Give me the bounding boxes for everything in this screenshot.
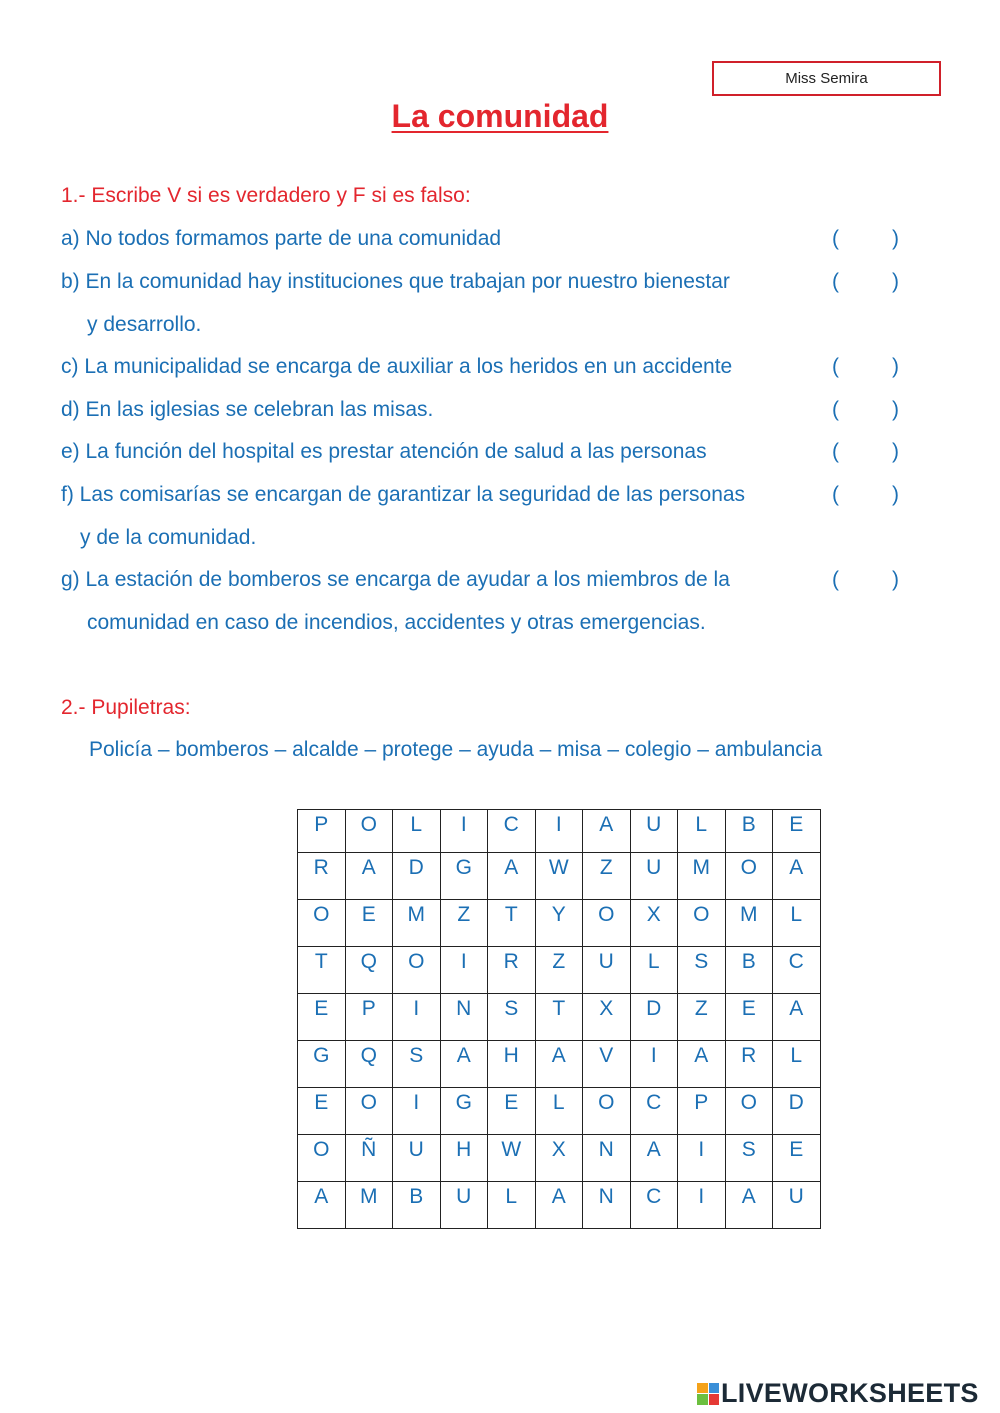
grid-cell[interactable]: A bbox=[298, 1182, 346, 1229]
statement-b-cont: y desarrollo. bbox=[87, 313, 202, 336]
section2-heading: 2.- Pupiletras: bbox=[61, 696, 191, 719]
grid-cell[interactable]: L bbox=[773, 1041, 821, 1088]
grid-cell[interactable]: A bbox=[678, 1041, 726, 1088]
grid-cell[interactable]: D bbox=[773, 1088, 821, 1135]
paren-open: ( bbox=[832, 568, 839, 591]
grid-cell[interactable]: E bbox=[773, 1135, 821, 1182]
grid-cell[interactable]: L bbox=[535, 1088, 583, 1135]
grid-cell[interactable]: C bbox=[488, 810, 536, 853]
grid-cell[interactable]: A bbox=[773, 853, 821, 900]
grid-row bbox=[298, 947, 821, 994]
liveworksheets-icon bbox=[697, 1383, 719, 1405]
grid-row bbox=[298, 1041, 821, 1088]
grid-cell[interactable]: Z bbox=[583, 853, 631, 900]
grid-cell[interactable]: I bbox=[678, 1135, 726, 1182]
grid-cell[interactable]: A bbox=[440, 1041, 488, 1088]
word-list: Policía – bomberos – alcalde – protege – ayuda – misa – colegio – ambulancia bbox=[89, 738, 823, 761]
page-title: La comunidad bbox=[391, 98, 609, 134]
grid-cell[interactable]: E bbox=[725, 994, 773, 1041]
grid-cell[interactable]: A bbox=[773, 994, 821, 1041]
paren-open: ( bbox=[832, 483, 839, 506]
grid-cell[interactable]: Z bbox=[440, 900, 488, 947]
grid-cell[interactable]: U bbox=[630, 810, 678, 853]
grid-cell[interactable]: U bbox=[583, 947, 631, 994]
grid-cell[interactable]: I bbox=[630, 1041, 678, 1088]
grid-cell[interactable]: L bbox=[630, 947, 678, 994]
grid-row bbox=[298, 1135, 821, 1182]
grid-cell[interactable]: L bbox=[393, 810, 441, 853]
grid-cell[interactable]: O bbox=[583, 1088, 631, 1135]
grid-cell[interactable]: S bbox=[678, 947, 726, 994]
grid-cell[interactable]: U bbox=[630, 853, 678, 900]
grid-cell[interactable]: W bbox=[488, 1135, 536, 1182]
grid-cell[interactable]: M bbox=[725, 900, 773, 947]
grid-cell[interactable]: I bbox=[440, 947, 488, 994]
grid-cell[interactable]: A bbox=[630, 1135, 678, 1182]
grid-cell[interactable]: Z bbox=[535, 947, 583, 994]
grid-row bbox=[298, 900, 821, 947]
grid-cell[interactable]: N bbox=[440, 994, 488, 1041]
grid-cell[interactable]: X bbox=[630, 900, 678, 947]
paren-close: ) bbox=[892, 227, 899, 250]
grid-cell[interactable]: A bbox=[535, 1041, 583, 1088]
grid-cell[interactable]: T bbox=[488, 900, 536, 947]
grid-cell[interactable]: Q bbox=[345, 1041, 393, 1088]
grid-cell[interactable]: I bbox=[440, 810, 488, 853]
grid-cell[interactable]: X bbox=[583, 994, 631, 1041]
grid-cell[interactable]: A bbox=[345, 853, 393, 900]
grid-cell[interactable]: U bbox=[440, 1182, 488, 1229]
brand-text: LIVEWORKSHEETS bbox=[721, 1378, 979, 1408]
section1-heading: 1.- Escribe V si es verdadero y F si es falso: bbox=[61, 184, 471, 207]
paren-close: ) bbox=[892, 483, 899, 506]
statement-f: f) Las comisarías se encargan de garantizar la seguridad de las personas bbox=[61, 483, 746, 506]
statement-d: d) En las iglesias se celebran las misas. bbox=[61, 398, 434, 421]
grid-cell[interactable]: T bbox=[298, 947, 346, 994]
grid-cell[interactable]: G bbox=[440, 853, 488, 900]
grid-cell[interactable]: E bbox=[298, 994, 346, 1041]
grid-cell[interactable]: E bbox=[345, 900, 393, 947]
paren-open: ( bbox=[832, 355, 839, 378]
grid-cell[interactable]: I bbox=[535, 810, 583, 853]
grid-cell[interactable]: Ñ bbox=[345, 1135, 393, 1182]
grid-cell[interactable]: N bbox=[583, 1182, 631, 1229]
grid-cell[interactable]: A bbox=[535, 1182, 583, 1229]
grid-cell[interactable]: E bbox=[298, 1088, 346, 1135]
grid-cell[interactable]: E bbox=[488, 1088, 536, 1135]
grid-cell[interactable]: X bbox=[535, 1135, 583, 1182]
teacher-name-box: Miss Semira bbox=[712, 61, 941, 96]
grid-cell[interactable]: P bbox=[345, 994, 393, 1041]
grid-cell[interactable]: Q bbox=[345, 947, 393, 994]
grid-cell[interactable]: C bbox=[630, 1182, 678, 1229]
paren-close: ) bbox=[892, 270, 899, 293]
grid-cell[interactable]: Z bbox=[678, 994, 726, 1041]
grid-cell[interactable]: U bbox=[393, 1135, 441, 1182]
grid-cell[interactable]: O bbox=[725, 1088, 773, 1135]
grid-cell[interactable]: V bbox=[583, 1041, 631, 1088]
grid-cell[interactable]: A bbox=[583, 810, 631, 853]
grid-cell[interactable]: E bbox=[773, 810, 821, 853]
word-search-grid[interactable] bbox=[297, 809, 821, 1229]
grid-cell[interactable]: P bbox=[678, 1088, 726, 1135]
statement-c: c) La municipalidad se encarga de auxiliar a los heridos en un accidente bbox=[61, 355, 733, 378]
statement-e: e) La función del hospital es prestar atención de salud a las personas bbox=[61, 440, 707, 463]
grid-cell[interactable]: D bbox=[393, 853, 441, 900]
grid-cell[interactable]: M bbox=[678, 853, 726, 900]
statement-f-cont: y de la comunidad. bbox=[80, 526, 257, 549]
grid-cell[interactable]: N bbox=[583, 1135, 631, 1182]
grid-cell[interactable]: G bbox=[298, 1041, 346, 1088]
grid-cell[interactable]: W bbox=[535, 853, 583, 900]
statement-a: a) No todos formamos parte de una comunidad bbox=[61, 227, 502, 250]
grid-cell[interactable]: S bbox=[488, 994, 536, 1041]
grid-cell[interactable]: O bbox=[725, 853, 773, 900]
paren-close: ) bbox=[892, 355, 899, 378]
grid-row bbox=[298, 1088, 821, 1135]
statement-g-cont: comunidad en caso de incendios, accidentes y otras emergencias. bbox=[87, 611, 706, 634]
grid-cell[interactable]: I bbox=[678, 1182, 726, 1229]
statement-g: g) La estación de bomberos se encarga de ayudar a los miembros de la bbox=[61, 568, 730, 591]
paren-open: ( bbox=[832, 227, 839, 250]
grid-cell[interactable]: B bbox=[725, 947, 773, 994]
grid-cell[interactable]: O bbox=[678, 900, 726, 947]
grid-cell[interactable]: B bbox=[725, 810, 773, 853]
grid-row bbox=[298, 853, 821, 900]
liveworksheets-logo bbox=[697, 1378, 979, 1409]
grid-cell[interactable]: R bbox=[488, 947, 536, 994]
grid-cell[interactable]: C bbox=[630, 1088, 678, 1135]
grid-cell[interactable]: U bbox=[773, 1182, 821, 1229]
grid-cell[interactable]: L bbox=[488, 1182, 536, 1229]
grid-cell[interactable]: L bbox=[773, 900, 821, 947]
grid-cell[interactable]: R bbox=[298, 853, 346, 900]
grid-cell[interactable]: R bbox=[725, 1041, 773, 1088]
grid-cell[interactable]: O bbox=[393, 947, 441, 994]
grid-cell[interactable]: C bbox=[773, 947, 821, 994]
grid-cell[interactable]: S bbox=[393, 1041, 441, 1088]
grid-cell[interactable]: O bbox=[583, 900, 631, 947]
grid-cell[interactable]: P bbox=[298, 810, 346, 853]
grid-cell[interactable]: A bbox=[488, 853, 536, 900]
grid-cell[interactable]: B bbox=[393, 1182, 441, 1229]
paren-close: ) bbox=[892, 398, 899, 421]
paren-open: ( bbox=[832, 440, 839, 463]
grid-cell[interactable]: I bbox=[393, 994, 441, 1041]
grid-cell[interactable]: O bbox=[298, 900, 346, 947]
grid-cell[interactable]: A bbox=[725, 1182, 773, 1229]
paren-open: ( bbox=[832, 398, 839, 421]
grid-cell[interactable]: H bbox=[440, 1135, 488, 1182]
grid-row bbox=[298, 1182, 821, 1229]
grid-cell[interactable]: M bbox=[345, 1182, 393, 1229]
paren-close: ) bbox=[892, 440, 899, 463]
grid-cell[interactable]: O bbox=[345, 810, 393, 853]
grid-cell[interactable]: I bbox=[393, 1088, 441, 1135]
grid-cell[interactable]: S bbox=[725, 1135, 773, 1182]
grid-cell[interactable]: L bbox=[678, 810, 726, 853]
grid-cell[interactable]: G bbox=[440, 1088, 488, 1135]
grid-cell[interactable]: M bbox=[393, 900, 441, 947]
grid-cell[interactable]: O bbox=[298, 1135, 346, 1182]
grid-cell[interactable]: H bbox=[488, 1041, 536, 1088]
grid-cell[interactable]: T bbox=[535, 994, 583, 1041]
grid-row bbox=[298, 810, 821, 853]
paren-open: ( bbox=[832, 270, 839, 293]
grid-cell[interactable]: D bbox=[630, 994, 678, 1041]
grid-row bbox=[298, 994, 821, 1041]
grid-cell[interactable]: Y bbox=[535, 900, 583, 947]
grid-cell[interactable]: O bbox=[345, 1088, 393, 1135]
statement-b: b) En la comunidad hay instituciones que trabajan por nuestro bienestar bbox=[61, 270, 730, 293]
paren-close: ) bbox=[892, 568, 899, 591]
